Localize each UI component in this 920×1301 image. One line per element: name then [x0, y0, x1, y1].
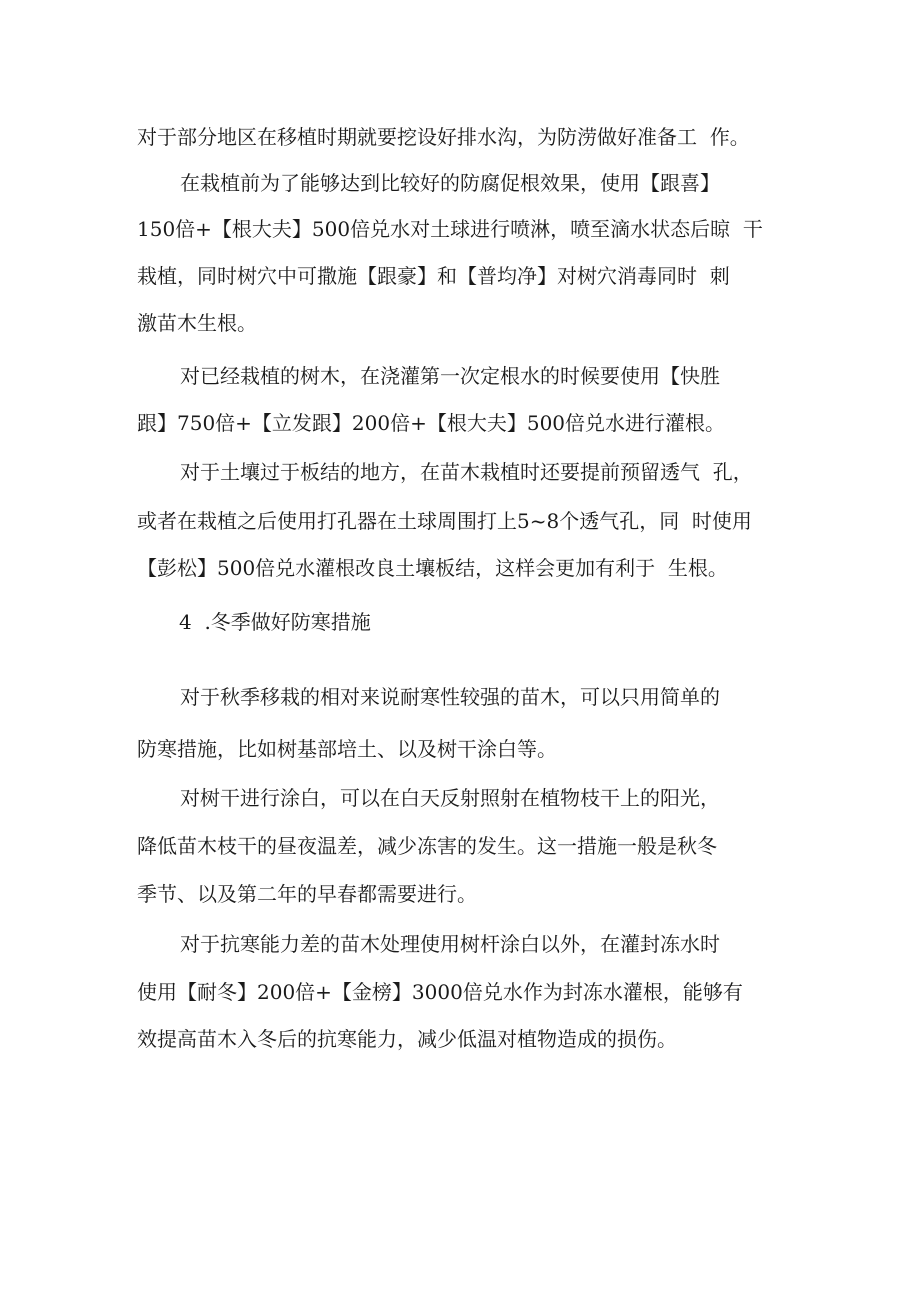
text-line: 对树干进行涂白，可以在白天反射照射在植物枝干上的阳光， — [180, 786, 720, 810]
text-line: 【彭松】500倍兑水灌根改良土壤板结，这样会更加有利于 生根。 — [137, 556, 728, 580]
text-line: 跟】750倍+【立发跟】200倍+【根大夫】500倍兑水进行灌根。 — [137, 411, 726, 435]
text-line: 或者在栽植之后使用打孔器在土球周围打上5~8个透气孔，同 时使用 — [137, 509, 752, 533]
text-line: 对于抗寒能力差的苗木处理使用树杆涂白以外，在灌封冻水时 — [180, 932, 720, 956]
text-line: 季节、以及第二年的早春都需要进行。 — [137, 882, 477, 906]
text-line: 150倍+【根大夫】500倍兑水对土球进行喷淋，喷至滴水状态后晾 干 — [137, 217, 763, 241]
text-line: 使用【耐冬】200倍+【金榜】3000倍兑水作为封冻水灌根，能够有 — [137, 980, 743, 1004]
text-line: 对已经栽植的树木，在浇灌第一次定根水的时候要使用【快胜 — [180, 364, 720, 388]
text-line: 降低苗木枝干的昼夜温差，减少冻害的发生。这一措施一般是秋冬 — [137, 834, 717, 858]
section-heading: 4 .冬季做好防寒措施 — [179, 610, 371, 634]
text-line: 效提高苗木入冬后的抗寒能力，减少低温对植物造成的损伤。 — [137, 1027, 677, 1051]
text-line: 栽植，同时树穴中可撒施【跟豪】和【普均净】对树穴消毒同时 刺 — [137, 264, 730, 288]
text-line: 对于土壤过于板结的地方，在苗木栽植时还要提前预留透气 孔， — [180, 460, 753, 484]
text-line: 激苗木生根。 — [137, 311, 257, 335]
text-line: 对于秋季移栽的相对来说耐寒性较强的苗木，可以只用简单的 — [180, 685, 720, 709]
text-line: 对于部分地区在移植时期就要挖设好排水沟，为防涝做好准备工 作。 — [137, 125, 750, 149]
text-line: 在栽植前为了能够达到比较好的防腐促根效果，使用【跟喜】 — [180, 171, 720, 195]
text-line: 防寒措施，比如树基部培土、以及树干涂白等。 — [137, 737, 557, 761]
